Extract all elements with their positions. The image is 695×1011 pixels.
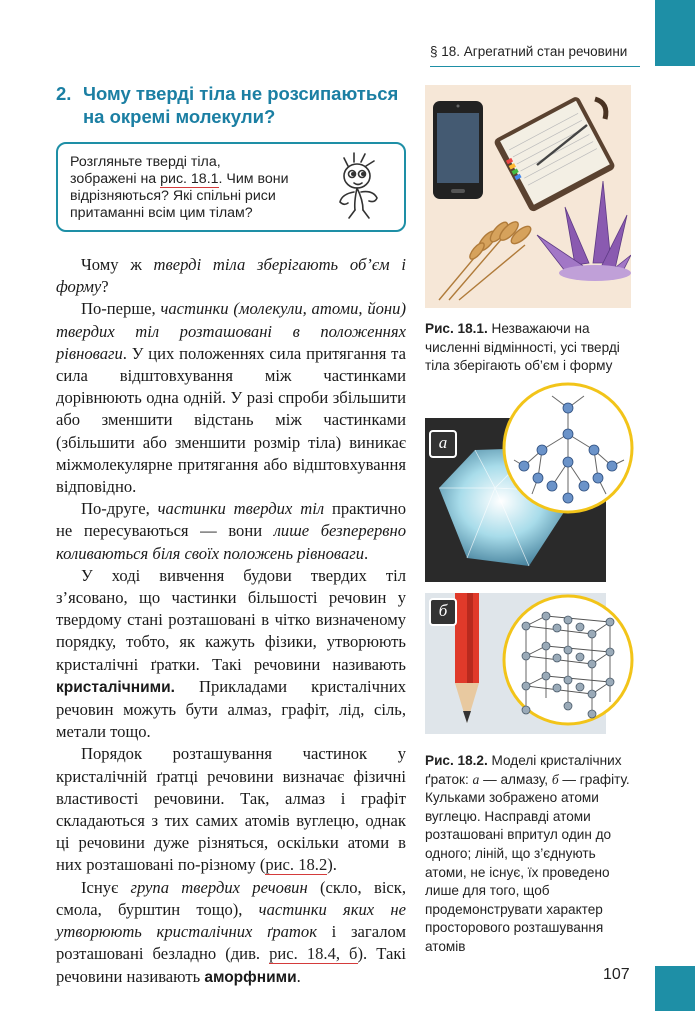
smartphone-icon: [433, 101, 483, 199]
paragraph: По-перше, частинки (молекули, атоми, йони) твердих тіл розташовані в положеннях рівноваги. У цих положеннях сила притягання та сила відштовхування між частинками дорівнюють одна одній. У разі спроби збільшити або зменшити відстань між частинками (збільшити або зменшити розмір тіла) виникає міжмолекулярне притягання або відштовхування відповідно.: [56, 299, 406, 497]
task-line: притаманні всім цим тілам?: [70, 205, 253, 221]
diamond-lattice-model: [502, 382, 634, 514]
caption-label: Рис. 18.1.: [425, 321, 488, 336]
task-text: [70, 154, 325, 222]
graphite-lattice-model: [502, 594, 634, 726]
page-number: 107: [603, 966, 630, 983]
paragraph: Чому ж тверді тіла зберігають об’єм і форму?: [56, 255, 407, 297]
task-line: . Чим вони: [218, 171, 289, 187]
fig-link-18-1[interactable]: рис. 18.1: [160, 171, 219, 187]
caption-18-1: Рис. 18.1. Незважаючи на численні відмінності, усі тверді тіла зберігають об’єм і форму: [425, 321, 620, 374]
paragraph: По-друге, частинки твердих тіл практично не пересуваються — вони лише безперервно коливаються біля своїх положень рівноваги.: [56, 499, 407, 563]
task-box: [56, 142, 406, 232]
paragraph: Існує група твердих речовин (скло, віск, смола, бурштин тощо), частинки яких не утворюють кристалічних ґраток і загалом розташовані безладно (див. рис. 18.4, б). Такі речовини називають аморфними.: [56, 877, 407, 986]
wheat-icon: [439, 219, 533, 300]
paragraph: Порядок розташування частинок у кристалічній ґратці речовини визначає фізичні властивості речовини. Так, алмаз і графіт складаються з тих самих атомів вуглецю, однак ці речовини дуже різняться, оскільки атоми в них розташовані по-різному (рис. 18.2).: [56, 744, 406, 875]
notebook-icon: [493, 95, 616, 212]
fig-link-18-2[interactable]: рис. 18.2: [265, 855, 328, 875]
running-header: § 18. Агрегатний стан речовини: [430, 44, 628, 59]
label-b: б: [429, 598, 457, 626]
main-text: [56, 254, 406, 989]
caption-18-2: Рис. 18.2. Моделі кристалічних ґраток: а — алмазу, б — графіту. Кульками зображено атоми вуглецю. Насправді атоми розташовані впритул один до одного; ліній, що з’єднують атоми, не існує, їх проведено лише для того, щоб продемонструвати характер просторового розташування атомів: [425, 753, 630, 954]
header-rule: [430, 66, 640, 67]
bottom-right-tab: [655, 966, 695, 1011]
term-amorphous: аморфними: [204, 968, 297, 986]
task-line: Розгляньте тверді тіла,: [70, 154, 221, 170]
heading-number: 2.: [56, 83, 72, 104]
heading-line2: на окремі молекули?: [83, 106, 276, 127]
solid-objects-illustration: [425, 85, 631, 308]
task-line: зображені на: [70, 171, 161, 187]
label-a: а: [429, 430, 457, 458]
top-right-tab: [655, 0, 695, 66]
task-line: відрізняються? Які спільні риси: [70, 188, 276, 204]
section-heading: [56, 82, 406, 128]
heading-line1: Чому тверді тіла не розсипаються: [83, 83, 399, 104]
thinking-character-icon: [328, 152, 396, 224]
term-crystalline: кристалічними.: [56, 678, 175, 696]
caption-label: Рис. 18.2.: [425, 753, 488, 768]
fig-link-18-4[interactable]: рис. 18.4, б: [269, 944, 358, 964]
figure-18-1: [425, 85, 631, 308]
paragraph: У ході вивчення будови твердих тіл з’ясовано, що частинки більшості речовин у твердому стані розташовані в чітко визначеному порядку, тобто, як кажуть фізики, утворюють кристалічні ґратки. Такі речовини називають кристалічними. Прикладами кристалічних речовин можуть бути алмаз, графіт, лід, сіль, метали тощо.: [56, 565, 406, 742]
